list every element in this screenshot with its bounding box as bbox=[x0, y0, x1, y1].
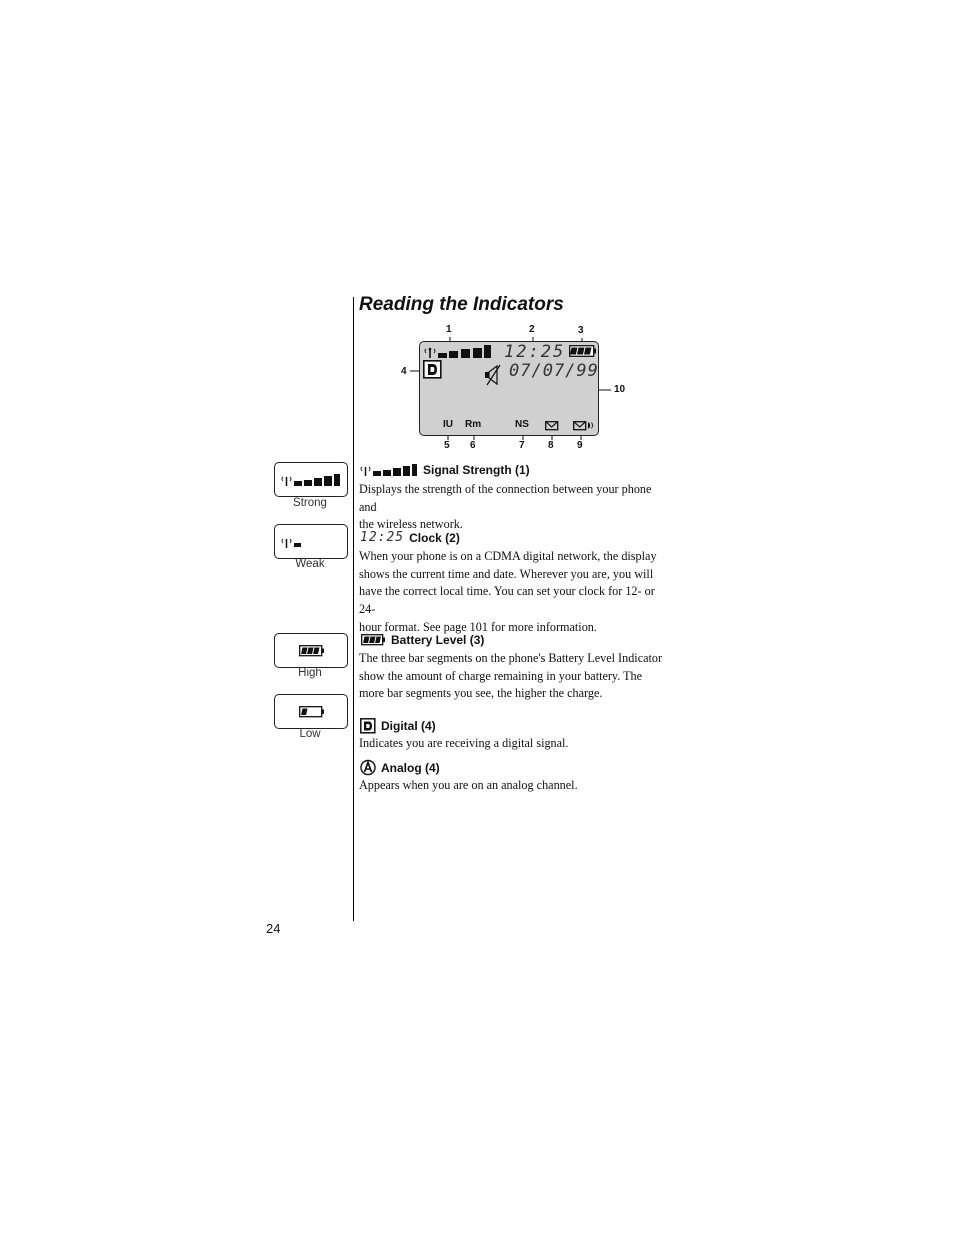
signal-strong-label: Strong bbox=[293, 497, 327, 509]
battery-low-icon bbox=[299, 706, 325, 718]
digital-heading bbox=[360, 718, 436, 734]
callout-10: 10 bbox=[614, 384, 626, 395]
ringer-off-icon bbox=[484, 364, 504, 386]
page-number: 24 bbox=[266, 921, 281, 936]
text-line: hour format. See page 101 for more information. bbox=[359, 619, 597, 634]
signal-strength-icon bbox=[424, 345, 492, 359]
digital-icon bbox=[423, 360, 442, 379]
battery-title: Battery Level (3) bbox=[391, 633, 485, 647]
text-line: show the amount of charge remaining in your battery. The bbox=[359, 668, 643, 683]
text-line: shows the current time and date. Wherever you are, you will bbox=[359, 566, 654, 581]
no-service-indicator: NS bbox=[515, 419, 529, 430]
signal-strength-description bbox=[359, 481, 664, 534]
in-use-indicator: IU bbox=[443, 419, 453, 430]
callout-8: 8 bbox=[548, 440, 554, 451]
clock-icon: 12:25 bbox=[360, 530, 405, 545]
signal-strong-icon bbox=[281, 474, 341, 487]
battery-high-icon bbox=[299, 645, 325, 657]
battery-full-icon bbox=[569, 345, 596, 357]
callout-2: 2 bbox=[529, 324, 535, 335]
clock-description bbox=[359, 548, 664, 637]
battery-high-example bbox=[274, 633, 348, 668]
text-line: When your phone is on a CDMA digital network, the display bbox=[359, 549, 657, 563]
callout-5: 5 bbox=[444, 440, 450, 451]
signal-strong-example bbox=[274, 462, 348, 497]
text-line: Displays the strength of the connection between your phone and bbox=[359, 482, 652, 514]
analog-heading bbox=[360, 759, 440, 776]
signal-strength-icon bbox=[360, 464, 418, 477]
callout-7: 7 bbox=[519, 440, 525, 451]
callout-9: 9 bbox=[577, 440, 583, 451]
voicemail-envelope-icon bbox=[573, 420, 595, 431]
signal-strength-heading bbox=[360, 463, 530, 477]
page-title: Reading the Indicators bbox=[359, 294, 564, 315]
digital-title: Digital (4) bbox=[381, 719, 436, 733]
roam-indicator: Rm bbox=[465, 419, 482, 430]
signal-weak-example bbox=[274, 524, 348, 559]
callout-4: 4 bbox=[401, 366, 407, 377]
battery-high-label: High bbox=[298, 667, 322, 679]
analog-description bbox=[359, 777, 664, 795]
callout-3: 3 bbox=[578, 325, 584, 336]
battery-description bbox=[359, 650, 664, 703]
battery-low-example bbox=[274, 694, 348, 729]
display-clock: 12:25 bbox=[504, 342, 566, 362]
analog-icon bbox=[360, 759, 376, 776]
digital-icon bbox=[360, 718, 376, 734]
analog-title: Analog (4) bbox=[381, 760, 440, 775]
clock-title: Clock (2) bbox=[409, 530, 460, 545]
digital-description bbox=[359, 735, 664, 753]
clock-heading bbox=[360, 530, 460, 545]
callout-1: 1 bbox=[446, 324, 452, 335]
battery-low-label: Low bbox=[299, 728, 321, 740]
callout-6: 6 bbox=[470, 440, 476, 451]
text-line: more bar segments you see, the higher the charge. bbox=[359, 686, 603, 701]
signal-weak-icon bbox=[281, 536, 305, 549]
signal-weak-label: Weak bbox=[295, 558, 325, 570]
battery-heading bbox=[361, 633, 484, 647]
text-line: Appears when you are on an analog channel. bbox=[359, 778, 578, 792]
signal-strength-title: Signal Strength (1) bbox=[423, 463, 530, 477]
display-date: 07/07/99 bbox=[509, 361, 599, 381]
battery-icon bbox=[361, 634, 386, 646]
phone-display-screen bbox=[419, 341, 599, 436]
text-line: The three bar segments on the phone's Battery Level Indicator bbox=[359, 651, 663, 665]
text-line: the wireless network. bbox=[359, 517, 463, 532]
text-line: have the correct local time. You can set your clock for 12- or 24- bbox=[359, 584, 655, 617]
text-line: Indicates you are receiving a digital signal. bbox=[359, 736, 569, 750]
message-envelope-icon bbox=[545, 421, 559, 431]
